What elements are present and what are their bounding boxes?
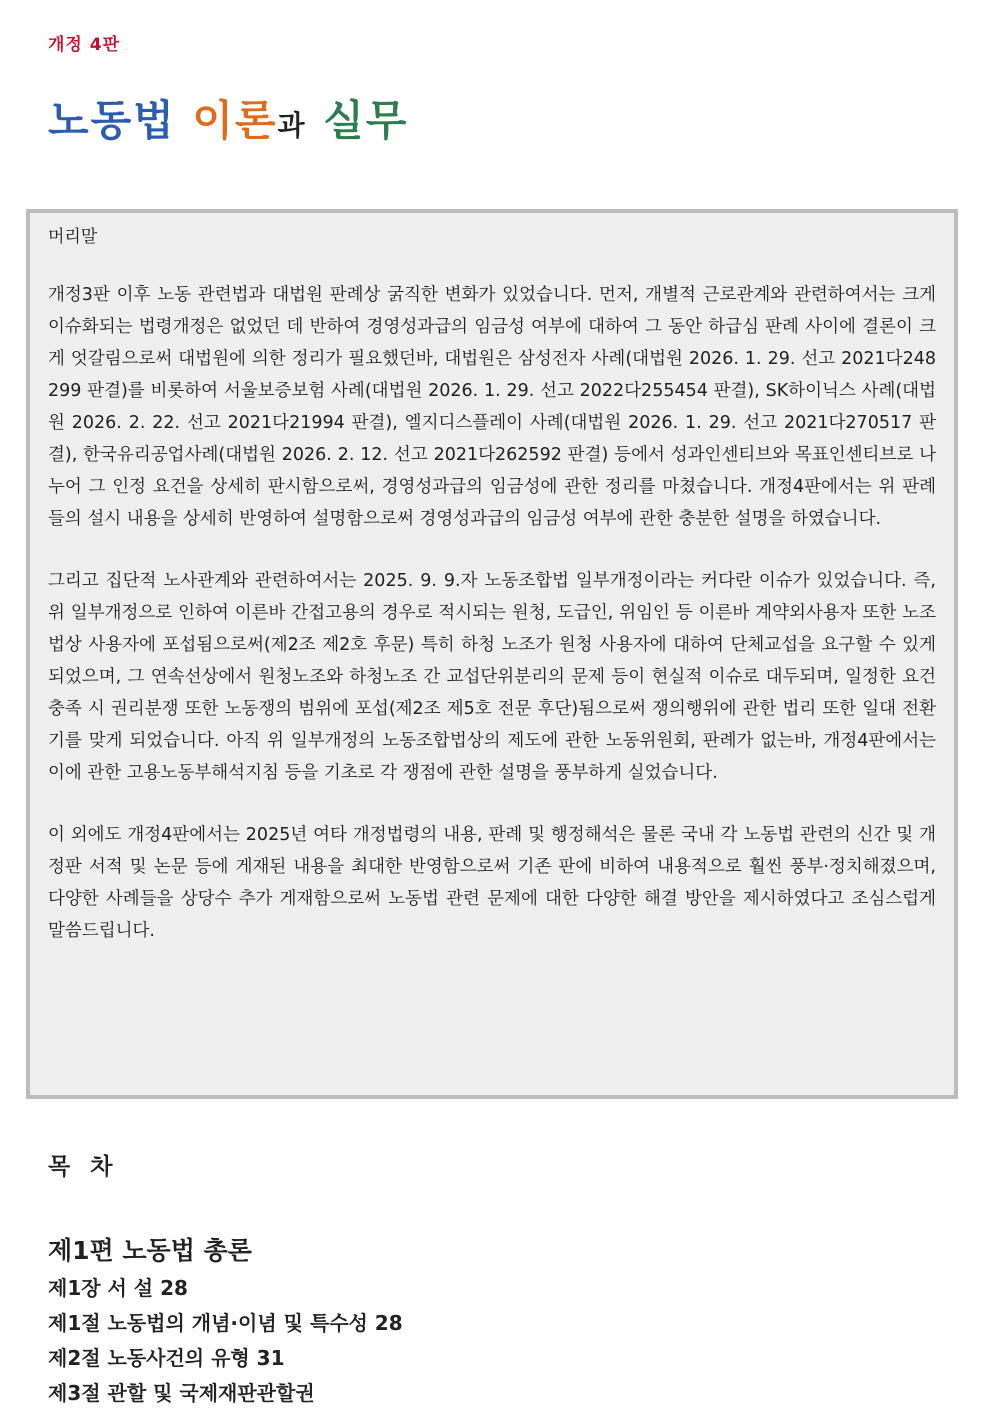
title-part-and: 과 [277, 109, 307, 142]
book-title [48, 88, 408, 148]
preface-paragraph-2: 그리고 집단적 노사관계와 관련하여서는 2025. 9. 9.자 노동조합법 일부개정이라는 커다란 이슈가 있었습니다. 즉, 위 일부개정으로 인하여 이른바 간접고용의 경우로 적시되는 원청, 도급인, 위임인 등 이른바 계약외사용자 또한 노조법상 사용자에 포섭됨으로써(제2조 제2호 후문) 특히 하청 노조가 원청 사용자에 대하여 단체교섭을 요구할 수 있게 되었으며, 그 연속선상에서 원청노조와 하청노조 간 교섭단위분리의 문제 등이 현실적 이슈로 대두되며, 일정한 요건 충족 시 권리분쟁 또한 노동쟁의 범위에 포섭(제2조 제5호 전문 후단)됨으로써 쟁의행위에 관한 법리 또한 일대 전환기를 맞게 되었습니다. 아직 위 일부개정의 노동조합법상의 제도에 관한 노동위원회, 판례가 없는바, 개정4판에서는 이에 관한 고용노동부해석지침 등을 기초로 각 쟁점에 관한 설명을 풍부하게 실었습니다. [48, 571, 936, 783]
title-part-labor-law: 노동법 [48, 96, 176, 145]
toc-part-heading[interactable]: 제1편 노동법 총론 [48, 1236, 252, 1265]
edition-label: 개정 4판 [48, 35, 121, 55]
toc-entry[interactable]: 제1절 노동법의 개념·이념 및 특수성 28 [48, 1311, 403, 1335]
title-part-practice: 실무 [323, 96, 409, 145]
preface-heading: 머리말 [48, 227, 98, 247]
toc-entry[interactable]: 제1장 서 설 28 [48, 1276, 188, 1300]
table-of-contents [48, 1148, 948, 1411]
title-part-theory: 이론 [192, 96, 278, 145]
preface-paragraph-3: 이 외에도 개정4판에서는 2025년 여타 개정법령의 내용, 판례 및 행정해석은 물론 국내 각 노동법 관련의 신간 및 개정판 서적 및 논문 등에 게재된 내용을 최대한 반영함으로써 기존 판에 비하여 내용적으로 훨씬 풍부·정치해졌으며, 다양한 사례들을 상당수 추가 게재함으로써 노동법 관련 문제에 대한 다양한 해결 방안을 제시하였다고 조심스럽게 말씀드립니다. [48, 825, 936, 941]
toc-title: 목 차 [48, 1154, 119, 1180]
toc-entry[interactable]: 제2절 노동사건의 유형 31 [48, 1346, 285, 1370]
toc-entry[interactable]: 제3절 관할 및 국제재판관할권 [48, 1381, 315, 1405]
preface-box [26, 209, 958, 1099]
preface-paragraph-1: 개정3판 이후 노동 관련법과 대법원 판례상 굵직한 변화가 있었습니다. 먼저, 개별적 근로관계와 관련하여서는 크게 이슈화되는 법령개정은 없었던 데 반하여 경영성과급의 임금성 여부에 대하여 그 동안 하급심 판례 사이에 결론이 크게 엇갈림으로써 대법원에 의한 정리가 필요했던바, 대법원은 삼성전자 사례(대법원 2026. 1. 29. 선고 2021다248299 판결)를 비롯하여 서울보증보험 사례(대법원 2026. 1. 29. 선고 2022다255454 판결), SK하이닉스 사례(대법원 2026. 2. 22. 선고 2021다21994 판결), 엘지디스플레이 사례(대법원 2026. 1. 29. 선고 2021다270517 판결), 한국유리공업사례(대법원 2026. 2. 12. 선고 2021다262592 판결) 등에서 성과인센티브와 목표인센티브로 나누어 그 인정 요건을 상세히 판시함으로써, 경영성과급의 임금성에 관한 정리를 마쳤습니다. 개정4판에서는 위 판례들의 설시 내용을 상세히 반영하여 설명함으로써 경영성과급의 임금성 여부에 관한 충분한 설명을 하였습니다. [48, 285, 936, 529]
